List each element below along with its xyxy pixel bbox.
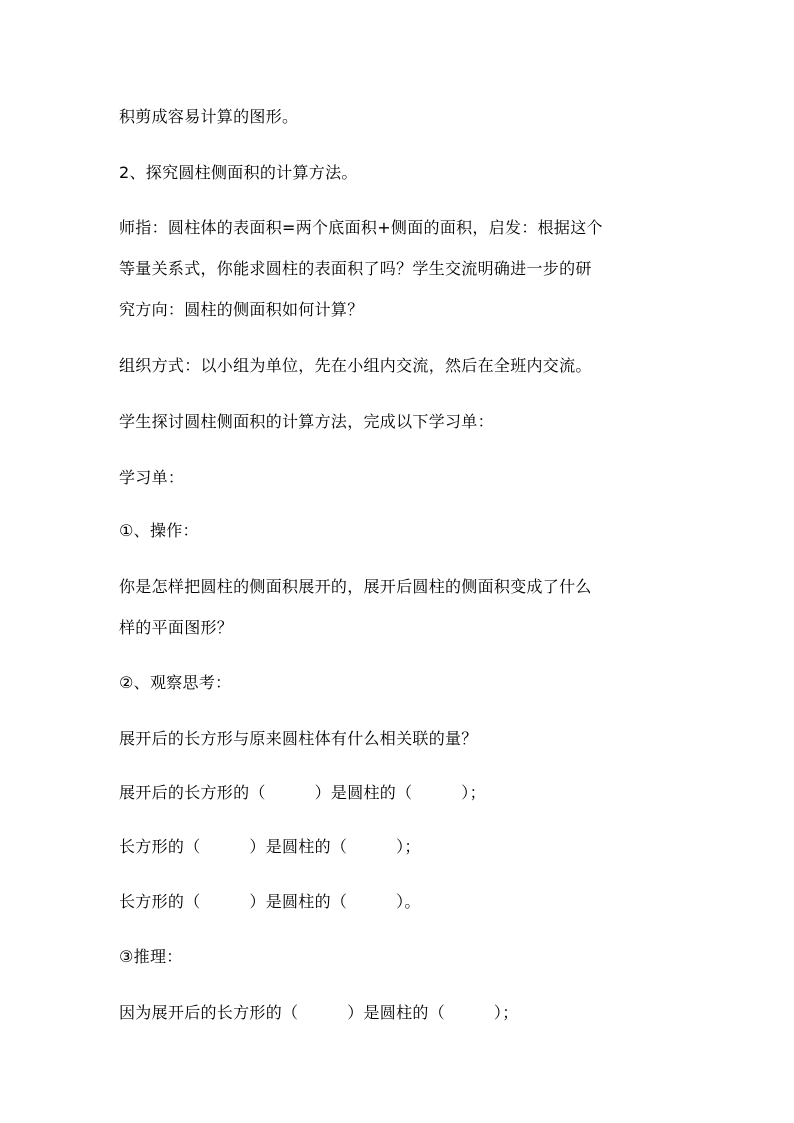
fill-blank-line: 长方形的（ ）是圆柱的（ ）。 <box>119 892 421 911</box>
section-heading: 2、探究圆柱侧面积的计算方法。 <box>119 163 358 182</box>
fill-blank-line: 展开后的长方形的（ ）是圆柱的（ ）； <box>119 783 486 802</box>
text-line: 组织方式：以小组为单位，先在小组内交流，然后在全班内交流。 <box>119 356 592 375</box>
text-line: 积剪成容易计算的图形。 <box>119 107 299 126</box>
worksheet-title: 学习单： <box>119 468 185 487</box>
fill-blank-line: 因为展开后的长方形的（ ）是圆柱的（ ）； <box>119 1003 519 1022</box>
text-line: 样的平面图形？ <box>119 618 234 637</box>
text-line: 学生探讨圆柱侧面积的计算方法，完成以下学习单： <box>119 412 494 431</box>
fill-blank-line: 长方形的（ ）是圆柱的（ ）； <box>119 837 421 856</box>
step-heading: ③推理： <box>119 947 183 966</box>
text-line: 等量关系式，你能求圆柱的表面积了吗？学生交流明确进一步的研 <box>119 259 592 278</box>
step-heading: ②、观察思考： <box>119 673 232 692</box>
text-line: 你是怎样把圆柱的侧面积展开的，展开后圆柱的侧面积变成了什么 <box>119 577 592 596</box>
step-heading: ①、操作： <box>119 521 199 540</box>
text-line: 师指：圆柱体的表面积=两个底面积+侧面的面积，启发：根据这个 <box>119 218 603 237</box>
text-line: 究方向：圆柱的侧面积如何计算？ <box>119 300 364 319</box>
text-line: 展开后的长方形与原来圆柱体有什么相关联的量？ <box>119 729 478 748</box>
